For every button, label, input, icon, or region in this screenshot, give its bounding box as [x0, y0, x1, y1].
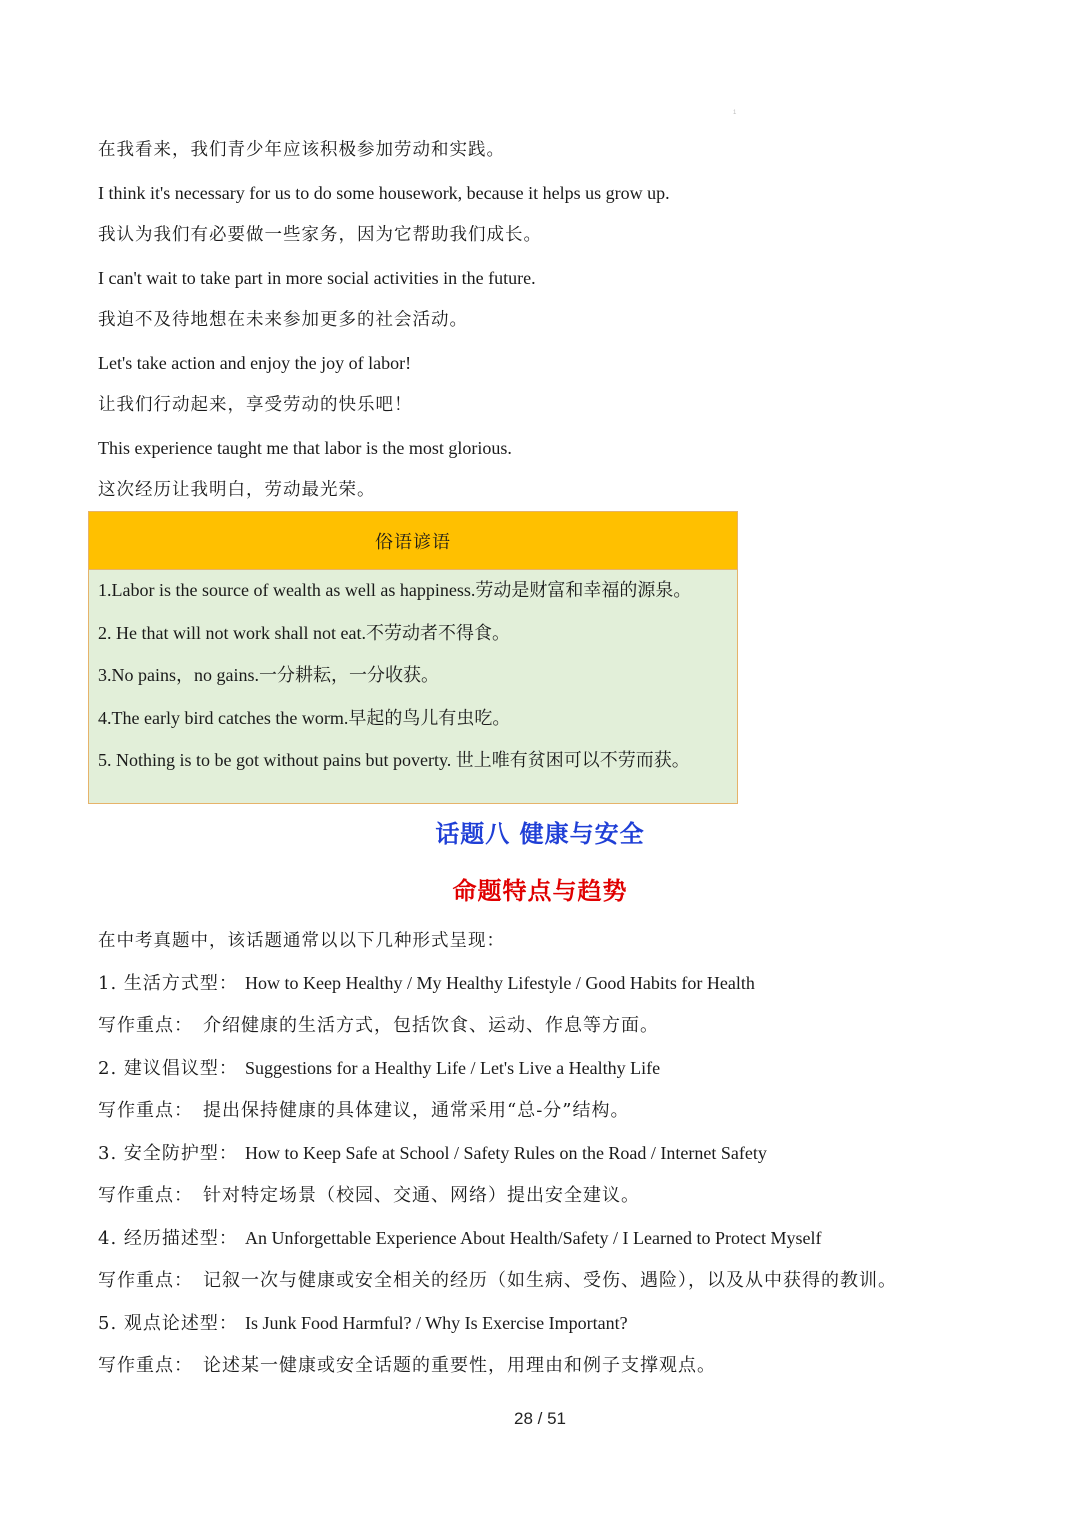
proverb-item: 3.No pains，no gains.一分耕耘，一分收获。 [98, 665, 439, 685]
intro-line: 我迫不及待地想在未来参加更多的社会活动。 [98, 310, 468, 330]
focus-text: 记叙一次与健康或安全相关的经历（如生病、受伤、遇险），以及从中获得的教训。 [203, 1270, 897, 1291]
intro-line: I can't wait to take part in more social activities in the future. [98, 268, 536, 288]
focus-label: 写作重点： [98, 1355, 193, 1376]
focus-label: 写作重点： [98, 1100, 193, 1121]
proverb-item: 2. He that will not work shall not eat.不劳动者不得食。 [98, 623, 510, 643]
intro-line: This experience taught me that labor is the most glorious. [98, 438, 512, 458]
focus-line [98, 1267, 897, 1294]
focus-text: 提出保持健康的具体建议，通常采用“总-分”结构。 [203, 1100, 630, 1121]
proverb-table-header: 俗语谚语 [89, 512, 737, 570]
focus-line [98, 1012, 659, 1039]
type-titles: An Unforgettable Experience About Health/Safety / I Learned to Protect Myself [245, 1228, 822, 1248]
section-title: 命题特点与趋势 [452, 877, 628, 905]
type-label: 2. 建议倡议型： [98, 1058, 238, 1079]
focus-line [98, 1352, 716, 1379]
focus-text: 论述某一健康或安全话题的重要性，用理由和例子支撑观点。 [203, 1355, 716, 1376]
proverb-table [88, 511, 738, 804]
type-line [98, 1140, 767, 1167]
intro-line: 我认为我们有必要做一些家务，因为它帮助我们成长。 [98, 225, 542, 245]
proverb-item: 5. Nothing is to be got without pains but poverty. 世上唯有贫困可以不劳而获。 [98, 750, 690, 770]
intro-line: 在我看来，我们青少年应该积极参加劳动和实践。 [98, 140, 505, 160]
proverb-item: 4.The early bird catches the worm.早起的鸟儿有虫吃。 [98, 708, 511, 728]
type-line [98, 1055, 660, 1082]
focus-label: 写作重点： [98, 1015, 193, 1036]
type-label: 3. 安全防护型： [98, 1143, 238, 1164]
type-titles: How to Keep Safe at School / Safety Rules on the Road / Internet Safety [245, 1143, 767, 1163]
focus-text: 介绍健康的生活方式，包括饮食、运动、作息等方面。 [203, 1015, 659, 1036]
type-label: 4. 经历描述型： [98, 1228, 238, 1249]
intro-line: I think it's necessary for us to do some housework, because it helps us grow up. [98, 183, 670, 203]
type-line [98, 1225, 821, 1252]
focus-text: 针对特定场景（校园、交通、网络）提出安全建议。 [203, 1185, 640, 1206]
topic-title: 话题八 健康与安全 [435, 820, 645, 848]
type-titles: Is Junk Food Harmful? / Why Is Exercise Important? [245, 1313, 628, 1333]
type-label: 1. 生活方式型： [98, 973, 238, 994]
type-label: 5. 观点论述型： [98, 1313, 238, 1334]
page-number: 28 / 51 [514, 1409, 566, 1428]
proverb-item: 1.Labor is the source of wealth as well as happiness.劳动是财富和幸福的源泉。 [98, 580, 692, 600]
type-line [98, 1310, 628, 1337]
intro-line: Let's take action and enjoy the joy of labor! [98, 353, 412, 373]
type-titles: How to Keep Healthy / My Healthy Lifestyle / Good Habits for Health [245, 973, 755, 993]
intro-line: 这次经历让我明白，劳动最光荣。 [98, 480, 376, 500]
focus-line [98, 1097, 629, 1124]
page-corner-mark: 1 [733, 110, 737, 116]
section-intro: 在中考真题中，该话题通常以以下几种形式呈现： [98, 931, 505, 951]
focus-label: 写作重点： [98, 1270, 193, 1291]
intro-line: 让我们行动起来，享受劳动的快乐吧！ [98, 395, 413, 415]
type-line [98, 970, 755, 997]
focus-line [98, 1182, 640, 1209]
type-titles: Suggestions for a Healthy Life / Let's Live a Healthy Life [245, 1058, 661, 1078]
focus-label: 写作重点： [98, 1185, 193, 1206]
